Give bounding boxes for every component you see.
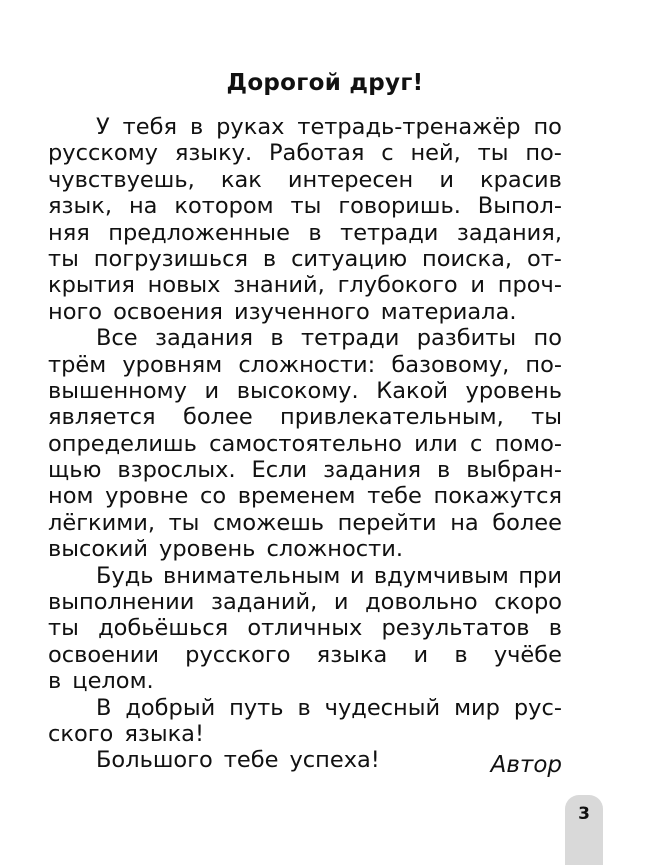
text-line: Все задания в тетради разбиты по xyxy=(96,325,562,352)
text-line: ты погрузишься в ситуацию поиска, от- xyxy=(48,245,562,272)
text-line: освоении русского языка и в учёбе xyxy=(48,641,562,668)
body-text xyxy=(48,114,562,774)
page-title: Дорогой друг! xyxy=(226,70,424,96)
text-line: У тебя в руках тетрадь-тренажёр по xyxy=(96,114,562,140)
author-signature: Автор xyxy=(490,752,562,778)
text-line: выполнении заданий, и довольно скоро xyxy=(48,589,562,616)
text-line: в целом. xyxy=(48,668,154,695)
text-line: Будь внимательным и вдумчивым при xyxy=(96,562,562,589)
text-line: высокий уровень сложности. xyxy=(48,536,403,563)
text-line: Большого тебе успеха! xyxy=(96,747,380,774)
text-line: язык, на котором ты говоришь. Выпол- xyxy=(48,193,562,220)
text-line: является более привлекательным, ты xyxy=(48,404,562,431)
text-line: русскому языку. Работая с ней, ты по- xyxy=(48,140,562,167)
text-line: ного освоения изученного материала. xyxy=(48,298,517,325)
text-line: лёгкими, ты сможешь перейти на более xyxy=(48,509,562,536)
text-line: ном уровне со временем тебе покажутся xyxy=(48,483,562,510)
text-line: определишь самостоятельно или с помо- xyxy=(48,430,562,457)
text-line: щью взрослых. Если задания в выбран- xyxy=(48,457,562,484)
page-number: 3 xyxy=(578,804,590,824)
text-line: крытия новых знаний, глубокого и проч- xyxy=(48,272,562,299)
text-line: ты добьёшься отличных результатов в xyxy=(48,615,562,642)
page-number-tab xyxy=(565,795,603,865)
text-line: чувствуешь, как интересен и красив xyxy=(48,166,562,193)
text-line: няя предложенные в тетради задания, xyxy=(48,219,562,246)
text-line: В добрый путь в чудесный мир рус- xyxy=(96,694,562,721)
text-line: трём уровням сложности: базовому, по- xyxy=(48,351,562,378)
text-line: вышенному и высокому. Какой уровень xyxy=(48,377,562,404)
text-line: ского языка! xyxy=(48,720,204,747)
